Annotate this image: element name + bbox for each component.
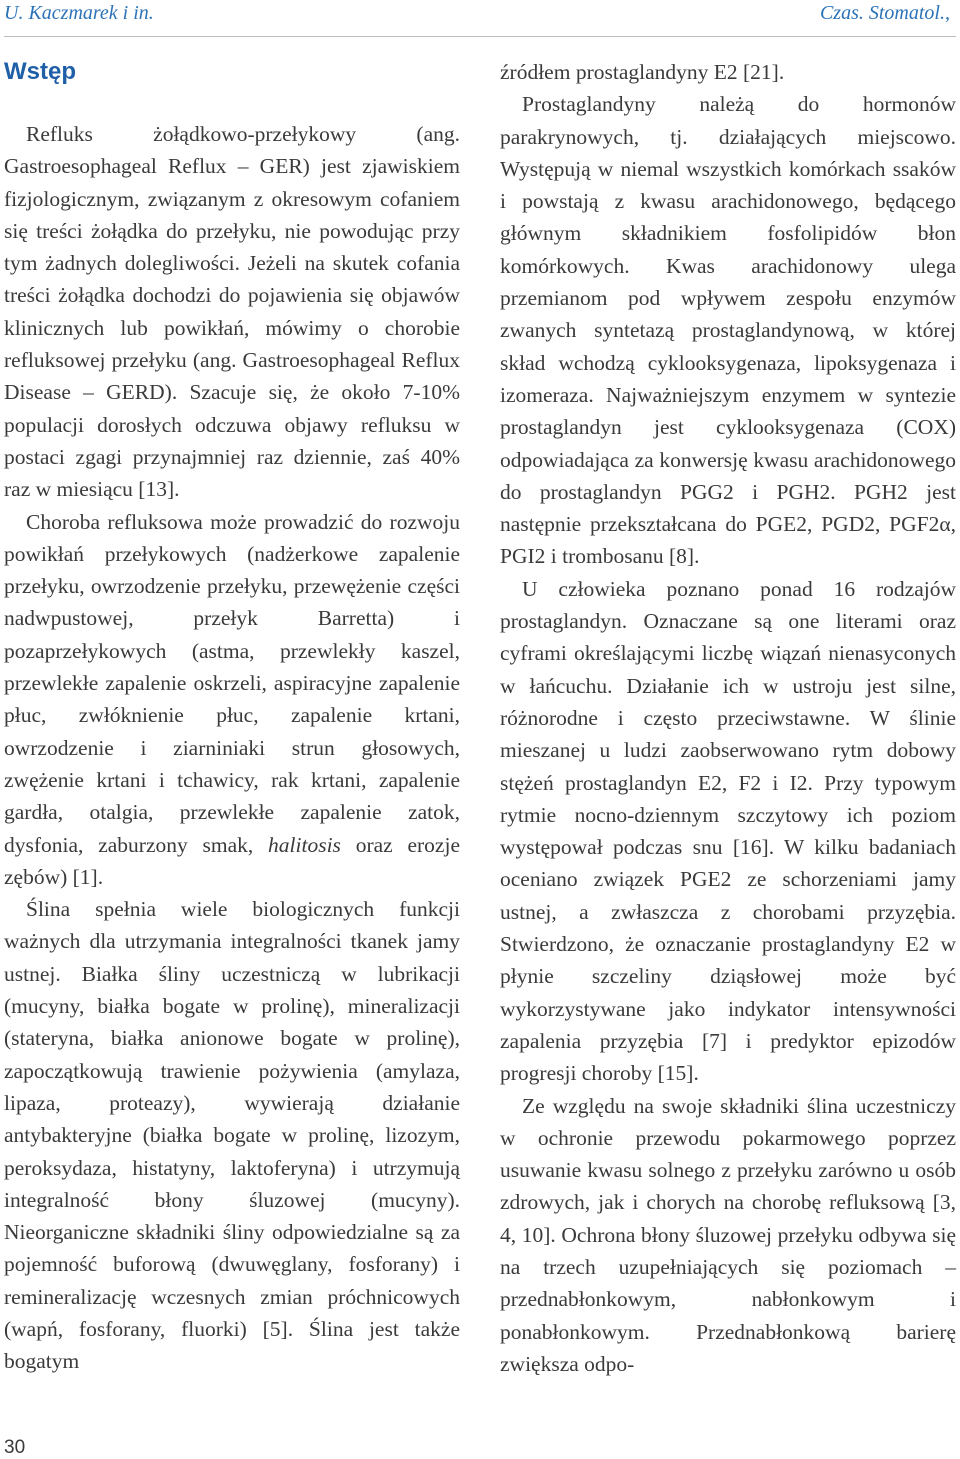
paragraph-complications-text-b: oraz erozje zębów) [1]. (4, 832, 460, 889)
running-header-authors: U. Kaczmarek i in. (4, 2, 154, 24)
page-number: 30 (4, 1437, 26, 1458)
paragraph-gerd-definition: Refluks żołądkowo-przełykowy (ang. Gastroesophageal Reflux – GER) jest zjawiskiem fizjologicznym, związanym z okresowym cofaniem się treści żołądka do przełyku, nie powodując przy tym żadnych dolegliwości. Jeżeli na skutek cofania treści żołądka dochodzi do pojawienia się objawów klinicznych lub powikłań, mówimy o chorobie refluksowej przełyku (ang. Gastroesophageal Reflux Disease – GERD). Szacuje się, że około 7-10% populacji dorosłych odczuwa objawy refluksu w postaci zgagi przynajmniej raz dziennie, zaś 40% raz w miesiącu [13]. (4, 122, 460, 502)
header-divider (4, 36, 956, 37)
paragraph-saliva-functions: Ślina spełnia wiele biologicznych funkcji ważnych dla utrzymania integralności tkanek jamy ustnej. Białka śliny uczestniczą w lubrikacji (mucyny, białka bogate w prolinę), mineralizacji (stateryna, białka anionowe bogate w prolinę), zapoczątkowują trawienie pożywienia (amylaza, lipaza, proteazy), wywierają działanie antybakteryjne (białka bogate w prolinę, lizozym, peroksydaza, histatyny, laktoferyna) i utrzymują integralność błony śluzowej (mucyny). Nieorganiczne składniki śliny odpowiedzialne są za pojemność buforową (dwuwęglany, fosforany) i remineralizację wczesnych zmian próchnicowych (wapń, fosforany, fluorki) [5]. Ślina jest także bogatym (4, 897, 460, 1374)
left-text-column (4, 118, 460, 1378)
running-header-journal: Czas. Stomatol., (819, 2, 950, 24)
right-text-column (500, 56, 956, 1380)
paragraph-complications (4, 506, 460, 894)
paragraph-continuation: źródłem prostaglandyny E2 [21]. (500, 60, 785, 84)
paragraph-saliva-protection: Ze względu na swoje składniki ślina uczestniczy w ochronie przewodu pokarmowego poprzez usuwanie kwasu solnego z przełyku zarówno u osób zdrowych, jak i chorych na chorobę refluksową [3, 4, 10]. Ochrona błony śluzowej przełyku odbywa się na trzech uzupełniających się poziomach – przednabłonkowym, nabłonkowym i ponabłonkowym. Przednabłonkową barierę zwiększa odpo- (500, 1093, 956, 1376)
paragraph-prostaglandins: Prostaglandyny należą do hormonów parakrynowych, tj. działających miejscowo. Występują w niemal wszystkich komórkach ssaków i powstają z kwasu arachidonowego, będącego głównym składnikiem fosfolipidów błon komórkowych. Kwas arachidonowy ulega przemianom pod wpływem zespołu enzymów zwanych syntetazą prostaglandynową, w której skład wchodzą cyklooksygenaza, lipoksygenaza i izomeraza. Najważniejszym enzymem w syntezie prostaglandyn jest cyklooksygenaza (COX) odpowiadająca za konwersję kwasu arachidonowego do prostaglandyn PGG2 i PGH2. PGH2 jest następnie przekształcana do PGE2, PGD2, PGF2α, PGI2 i trombosanu [8]. (500, 92, 956, 569)
halitosis-term: halitosis (268, 832, 341, 857)
paragraph-complications-text-a: Choroba refluksowa może prowadzić do rozwoju powikłań przełykowych (nadżerkowe zapalenie przełyku, owrzodzenie przełyku, przewężenie części nadwpustowej, przełyk Barretta) i pozaprzełykowych (astma, przewlekły kaszel, przewlekłe zapalenie oskrzeli, aspiracyjne zapalenie płuc, zwłóknienie płuc, zapalenie krtani, owrzodzenie i ziarniniaki strun głosowych, zwężenie krtani i tchawicy, rak krtani, zapalenie gardła, otalgia, przewlekłe zapalenie zatok, dysfonia, zaburzony smak, (4, 509, 460, 857)
section-heading: Wstęp (4, 58, 76, 85)
paragraph-prostaglandin-types: U człowieka poznano ponad 16 rodzajów prostaglandyn. Oznaczane są one literami oraz cyframi określającymi liczbę wiązań nienasyconych w łańcuchu. Działanie ich w ustroju jest silne, różnorodne i często przeciwstawne. W ślinie mieszanej u ludzi zaobserwowano rytm dobowy stężeń prostaglandyn E2, F2 i I2. Przy typowym rytmie nocno-dziennym szczytowy ich poziom występował podczas snu [16]. W kilku badaniach oceniano związek PGE2 ze schorzeniami jamy ustnej, a zwłaszcza z chorobami przyzębia. Stwierdzono, że oznaczanie prostaglandyny E2 w płynie szczeliny dziąsłowej może być wykorzystywane jako indykator intensywności zapalenia przyzębia [7] i predyktor epizodów progresji choroby [15]. (500, 576, 956, 1086)
